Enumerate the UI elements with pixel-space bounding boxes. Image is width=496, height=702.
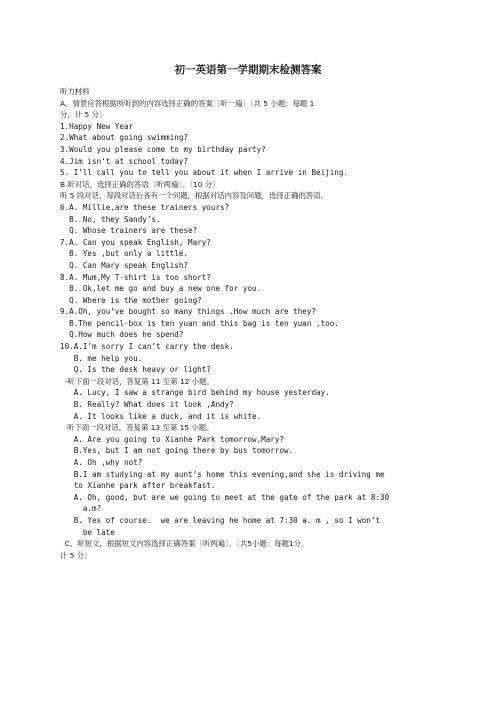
text-line: 1.Happy New Year [60, 121, 134, 131]
text-line: B.Yes, but I am not going there by bus tomorrow. [60, 446, 294, 456]
text-line: to Xianhe park after breakfast. [60, 481, 216, 491]
text-line: -听下面一段对话，答复第 11 至第 12 小题。 [60, 376, 214, 386]
text-line: B. No, they Sandy’s. [60, 214, 161, 224]
text-line: B. Really? What does it look ,Andy? [60, 400, 234, 410]
text-line: A. Lucy, I saw a strange bird behind my house yesterday. [60, 388, 330, 398]
text-line: be late [60, 527, 115, 537]
text-line: Q. Where is the mother going? [60, 295, 202, 305]
text-line: B.听对话，选择正确的答语〔听两遍〕。〔10 分〕 [60, 179, 220, 189]
text-line: B. Yes ,but only a little. [60, 249, 189, 259]
text-line: 听下面一段对话，答复第 13 至第 15 小题。 [60, 423, 214, 433]
text-line: C、听短文，根据短文内容选择正确答案〔听两遍〕。〔共5小题：每题1分， [60, 539, 309, 549]
text-line: A. Oh, good, but are we going to meet at the gate of the park at 8:30 [60, 492, 390, 502]
text-line: 4.Jim isn’t at school today? [60, 156, 189, 166]
text-line: A. Oh ,why not? [60, 458, 143, 467]
text-line: Q. Whose trainers are these? [60, 226, 198, 236]
text-line: A. It looks like a duck, and it is white. [60, 411, 262, 421]
text-line: 听 5 段对话，每段对话后各有一个问题，根据对话内容及问题，选择正确的答语。 [60, 191, 329, 201]
text-line: B. me help you. [60, 353, 143, 363]
text-line: B. Ok,let me go and buy a new one for you. [60, 284, 262, 294]
text-line: B.The pencil-box is ten yuan and this bag is ten yuan ,too. [60, 318, 339, 328]
text-line: 2.What about going swimming? [60, 133, 189, 143]
text-line: 7.A. Can you speak English, Mary? [60, 237, 211, 247]
text-line: B.I am studying at my aunt’s home this evening,and she is driving me [60, 469, 385, 479]
text-line: 6.A. Millie,are these trainers yours? [60, 202, 230, 212]
document-body [60, 86, 445, 561]
text-line: Q. Can Mary speak English? [60, 260, 189, 270]
text-line: Q. Is the desk heavy or light? [60, 365, 211, 375]
text-line: a.m? [60, 504, 102, 514]
text-line: 5. I’ll call you to tell you about it when I arrive in Beijing. [60, 168, 349, 178]
text-line: 9.A.Oh, you’ve bought so many things .How much are they? [60, 307, 317, 317]
text-line: 听力材料 [60, 87, 90, 96]
text-line: 计 5 分〕 [60, 550, 92, 560]
text-line: Q.How much does he spend? [60, 330, 184, 340]
text-line: B. Yes of course. we are leaving he home at 7:30 a. m , so I won’t [60, 515, 381, 525]
text-line: 3.Would you please come to my birthday party? [60, 144, 266, 154]
text-line: 10.A.I’m sorry I can’t carry the desk. [60, 342, 234, 352]
text-line: 分，计 5 分〕 [60, 110, 107, 120]
text-line: 8.A. Mum,My T-shirt is too short? [60, 272, 211, 282]
document-title: 初一英语第一学期期末检测答案 [174, 64, 322, 76]
text-line: A. Are you going to Xianhe Park tomorrow,Mary? [60, 434, 285, 444]
text-line: A、情景应答根据所听到的内容选择正确的答案〔听一遍〕〔共 5 小题：每题 1 [60, 98, 315, 108]
